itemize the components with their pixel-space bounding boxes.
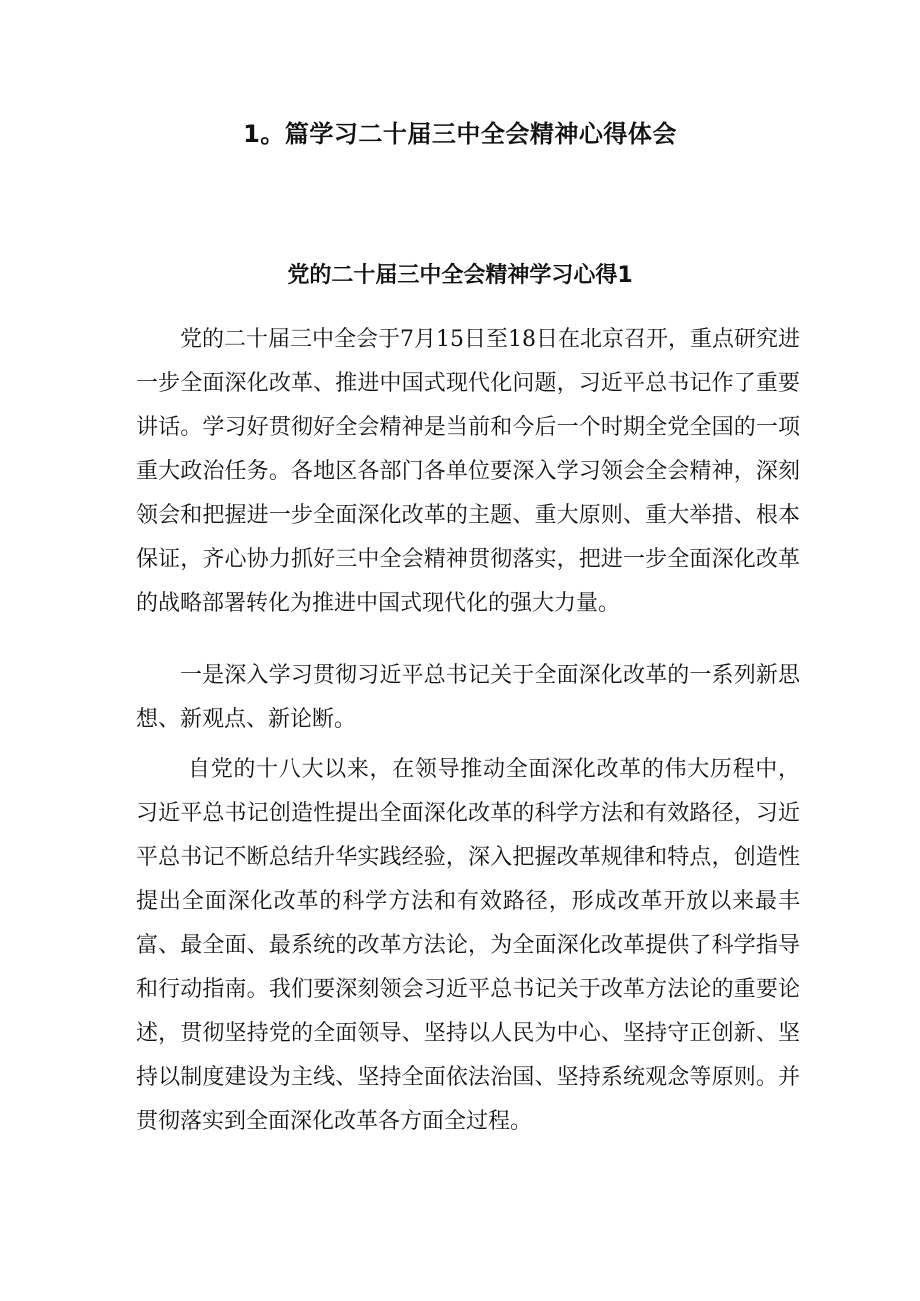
paragraph-body: 自党的十八大以来，在领导推动全面深化改革的伟大历程中，习近平总书记创造性提出全面深化改革的科学方法和有效路径，习近平总书记不断总结升华实践经验，深入把握改革规律和特点，创造性提出全面深化改革的科学方法和有效路径，形成改革开放以来最丰富、最全面、最系统的改革方法论，为全面深化改革提供了科学指导和行动指南。我们要深刻领会习近平总书记关于改革方法论的重要论述，贯彻坚持党的全面领导、坚持以人民为中心、坚持守正创新、坚持以制度建设为主线、坚持全面依法治国、坚持系统观念等原则。并贯彻落实到全面深化改革各方面全过程。: [136, 757, 800, 1134]
paragraph-point-one: 一是深入学习贯彻习近平总书记关于全面深化改革的一系列新思想、新观点、新论断。: [136, 663, 800, 732]
section-subtitle: 党的二十届三中全会精神学习心得1: [287, 263, 633, 288]
document-title: 1。篇学习二十届三中全会精神心得体会: [243, 120, 677, 148]
paragraph-intro: 党的二十届三中全会于7月15日至18日在北京召开，重点研究进一步全面深化改革、推进中国式现代化问题，习近平总书记作了重要讲话。学习好贯彻好全会精神是当前和今后一个时期全党全国的一项重大政治任务。各地区各部门各单位要深入学习领会全会精神，深刻领会和把握进一步全面深化改革的主题、重大原则、重大举措、根本保证，齐心协力抓好三中全会精神贯彻落实，把进一步全面深化改革的战略部署转化为推进中国式现代化的强大力量。: [136, 327, 800, 616]
